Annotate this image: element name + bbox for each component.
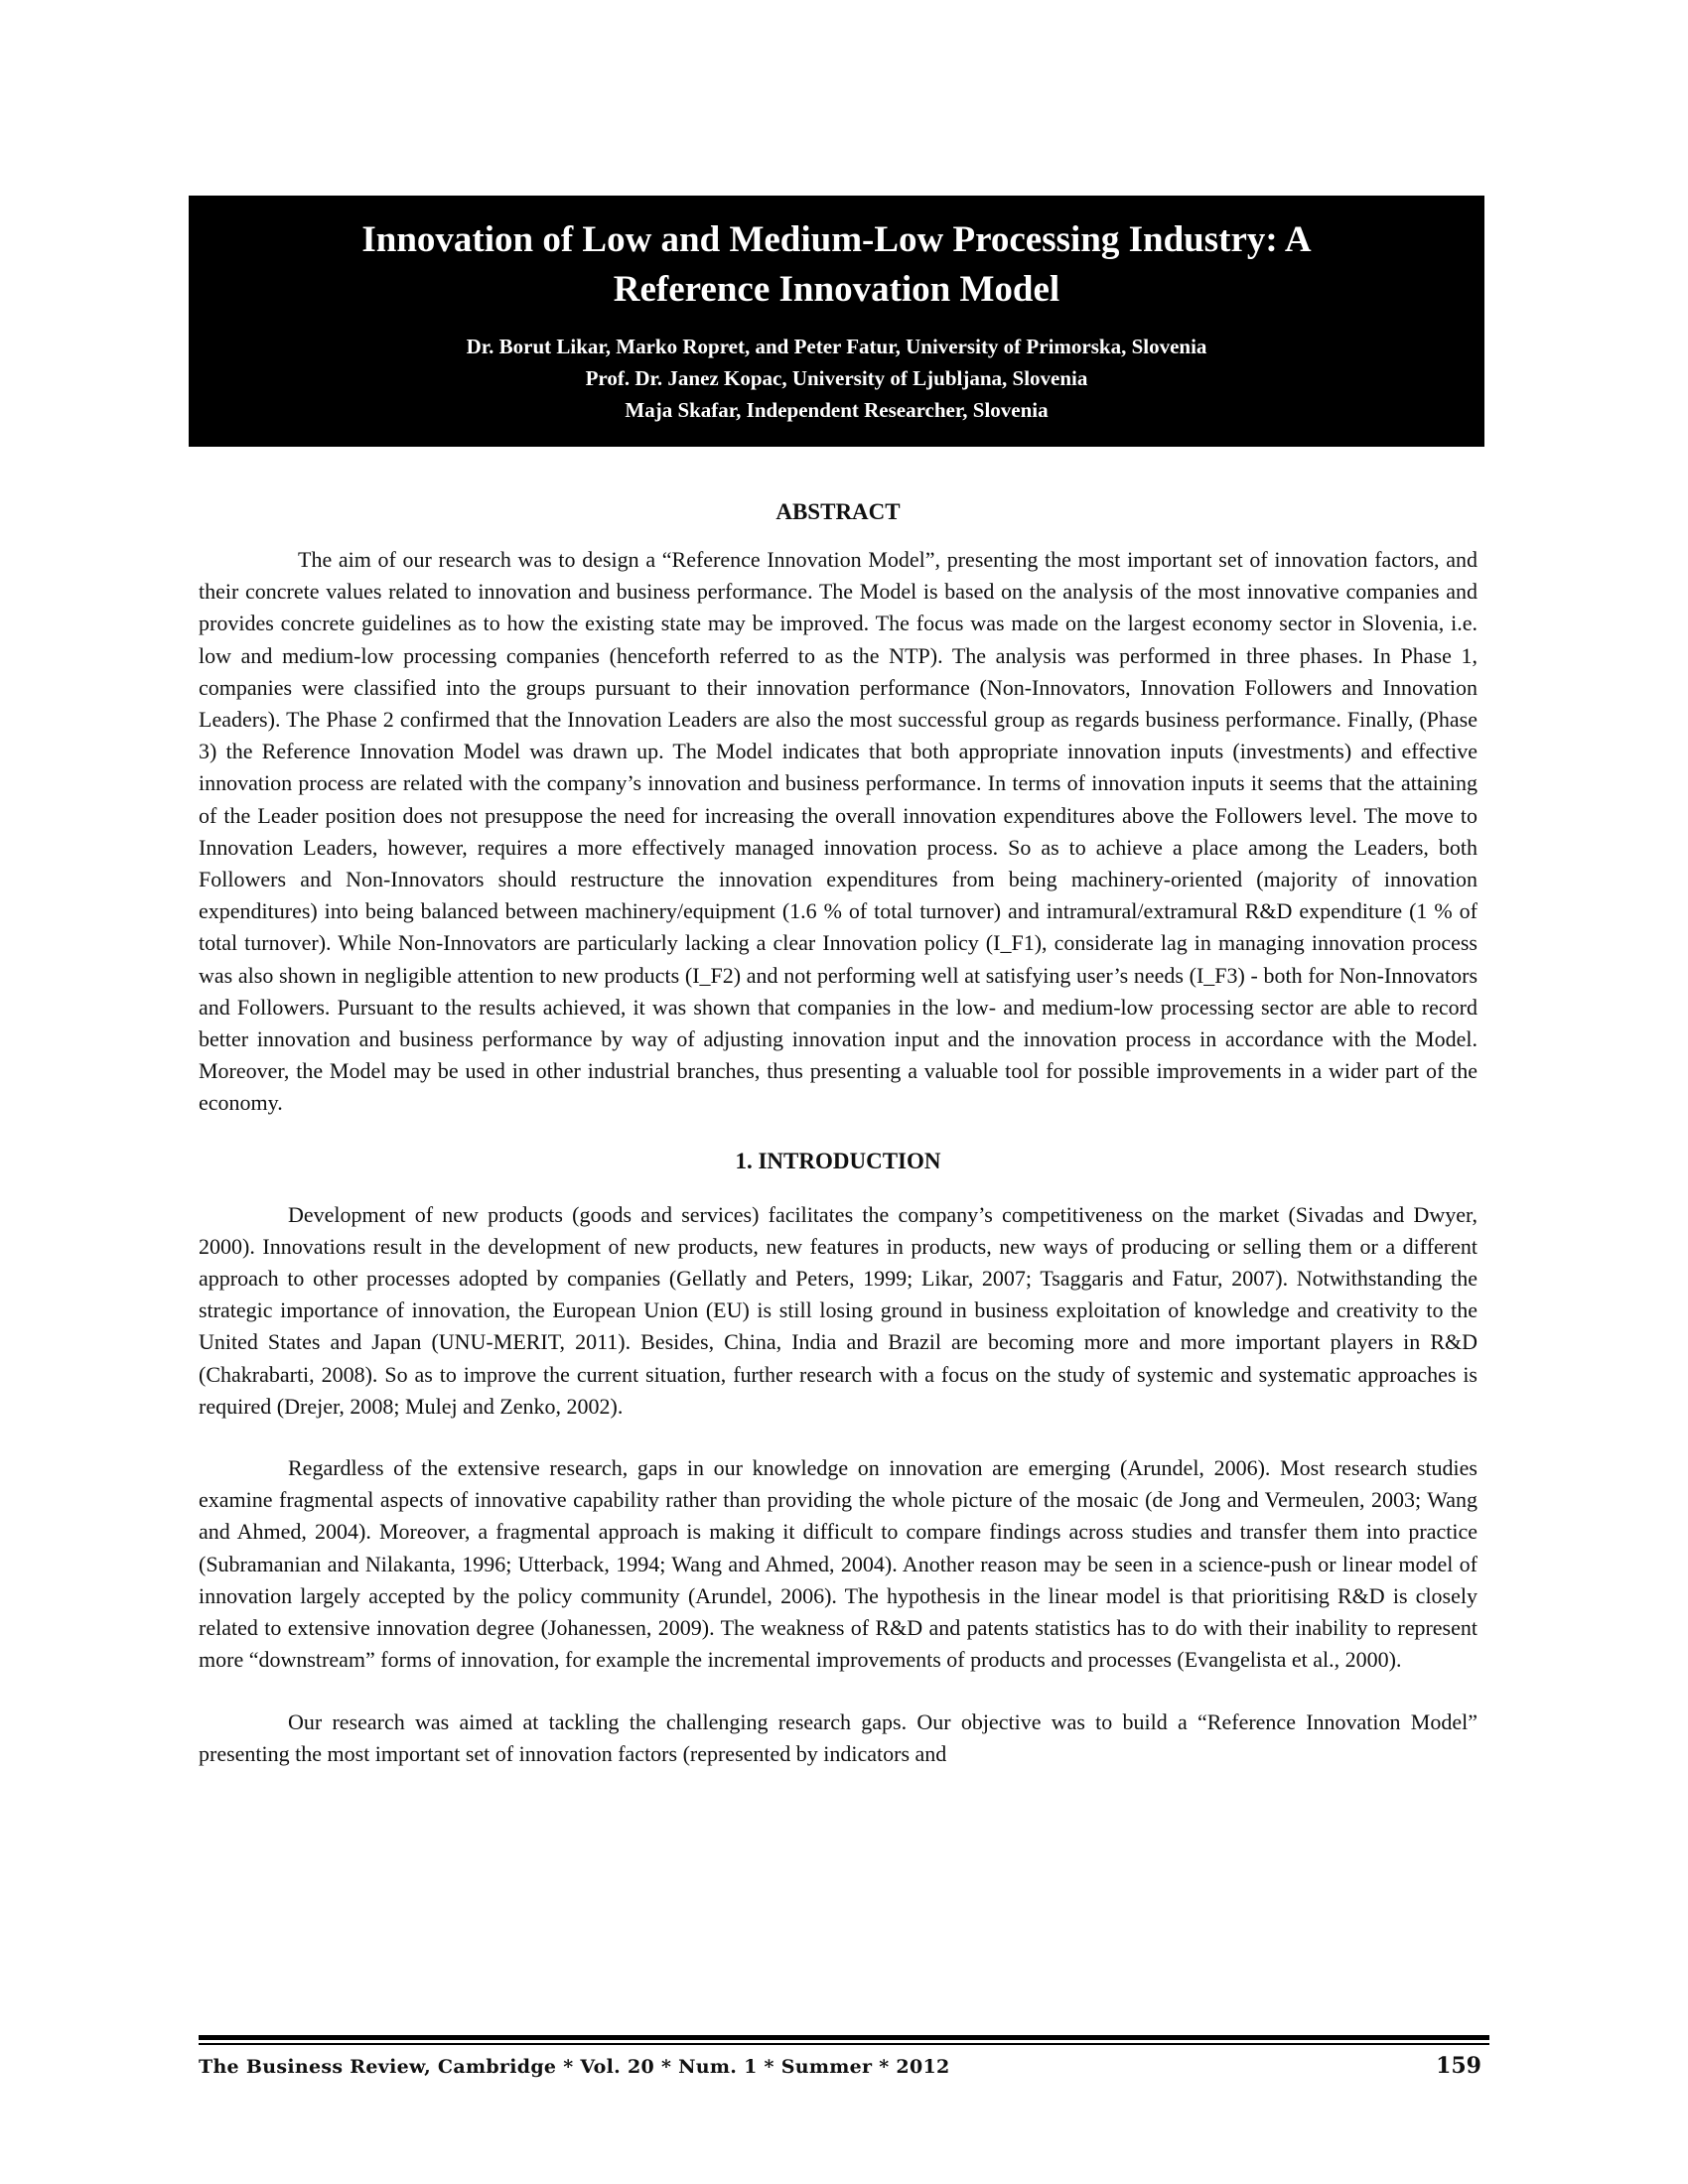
journal-citation: The Business Review, Cambridge * Vol. 20 * Num. 1 * Summer * 2012: [199, 2056, 950, 2078]
author-list: [189, 331, 1484, 426]
abstract-heading: ABSTRACT: [775, 499, 901, 524]
intro-paragraph-1: Development of new products (goods and services) facilitates the company’s competitiveness on the market (Sivadas and Dwyer, 2000). Innovations result in the development of new products, new features in products, new ways of producing or selling them or a different approach to other processes adopted by companies (Gellatly and Peters, 1999; Likar, 2007; Tsaggaris and Fatur, 2007). Notwithstanding the strategic importance of innovation, the European Union (EU) is still losing ground in business exploitation of knowledge and creativity to the United States and Japan (UNU-MERIT, 2011). Besides, China, India and Brazil are becoming more and more important players in R&D (Chakrabarti, 2008). So as to improve the current situation, further research with a focus on the study of systemic and systematic approaches is required (Drejer, 2008; Mulej and Zenko, 2002).: [199, 1201, 1477, 1419]
footer-row: [199, 2053, 1489, 2079]
intro-paragraph-2: Regardless of the extensive research, gaps in our knowledge on innovation are emerging (Arundel, 2006). Most research studies examine fragmental aspects of innovative capability rather than providing the whole picture of the mosaic (de Jong and Vermeulen, 2003; Wang and Ahmed, 2004). Moreover, a fragmental approach is making it difficult to compare findings across studies and transfer them into practice (Subramanian and Nilakanta, 1996; Utterback, 1994; Wang and Ahmed, 2004). Another reason may be seen in a science-push or linear model of innovation largely accepted by the policy community (Arundel, 2006). The hypothesis in the linear model is that prioritising R&D is closely related to extensive innovation degree (Johanessen, 2009). The weakness of R&D and patents statistics has to do with their inability to represent more “downstream” forms of innovation, for example the incremental improvements of products and processes (Evangelista et al., 2000).: [199, 1455, 1477, 1673]
title-line-2: Reference Innovation Model: [613, 269, 1060, 310]
author-line: Prof. Dr. Janez Kopac, University of Ljubljana, Slovenia: [585, 366, 1088, 390]
title-block: [189, 196, 1484, 447]
paper-body: [199, 496, 1477, 1770]
page-number: 159: [1436, 2053, 1481, 2079]
page-footer: [199, 2035, 1489, 2079]
abstract-text: The aim of our research was to design a “Reference Innovation Model”, presenting the most important set of innovation factors, and their concrete values related to innovation and business performance. The Model is based on the analysis of the most innovative companies and provides concrete guidelines as to how the existing state may be improved. The focus was made on the largest economy sector in Slovenia, i.e. low and medium-low processing companies (henceforth referred to as the NTP). The analysis was performed in three phases. In Phase 1, companies were classified into the groups pursuant to their innovation performance (Non-Innovators, Innovation Followers and Innovation Leaders). The Phase 2 confirmed that the Innovation Leaders are also the most successful group as regards business performance. Finally, (Phase 3) the Reference Innovation Model was drawn up. The Model indicates that both appropriate innovation inputs (investments) and effective innovation process are related with the company’s innovation and business performance. In terms of innovation inputs it seems that the attaining of the Leader position does not presuppose the need for increasing the overall innovation expenditures above the Followers level. The move to Innovation Leaders, however, requires a more effectively managed innovation process. So as to achieve a place among the Leaders, both Followers and Non-Innovators should restructure the innovation expenditures from being machinery-oriented (majority of innovation expenditures) into being balanced between machinery/equipment (1.6 % of total turnover) and intramural/extramural R&D expenditure (1 % of total turnover). While Non-Innovators are particularly lacking a clear Innovation policy (I_F1), considerate lag in managing innovation process was also shown in negligible attention to new products (I_F2) and not performing well at satisfying user’s needs (I_F3) - both for Non-Innovators and Followers. Pursuant to the results achieved, it was shown that companies in the low- and medium-low processing sector are able to record better innovation and business performance by way of adjusting innovation input and the innovation process in accordance with the Model. Moreover, the Model may be used in other industrial branches, thus presenting a valuable tool for possible improvements in a wider part of the economy.: [199, 547, 1477, 1116]
footer-rule-thin: [199, 2043, 1489, 2045]
paper-title: [189, 215, 1484, 315]
introduction-heading: 1. INTRODUCTION: [735, 1148, 941, 1173]
author-line: Maja Skafar, Independent Researcher, Slovenia: [625, 398, 1049, 422]
author-line: Dr. Borut Likar, Marko Ropret, and Peter Fatur, University of Primorska, Slovenia: [466, 335, 1207, 358]
footer-rule-thick: [199, 2035, 1489, 2040]
intro-paragraph-3: Our research was aimed at tackling the challenging research gaps. Our objective was to build a “Reference Innovation Model” presenting the most important set of innovation factors (represented by indicators and: [199, 1708, 1477, 1766]
title-line-1: Innovation of Low and Medium-Low Processing Industry: A: [361, 219, 1312, 260]
